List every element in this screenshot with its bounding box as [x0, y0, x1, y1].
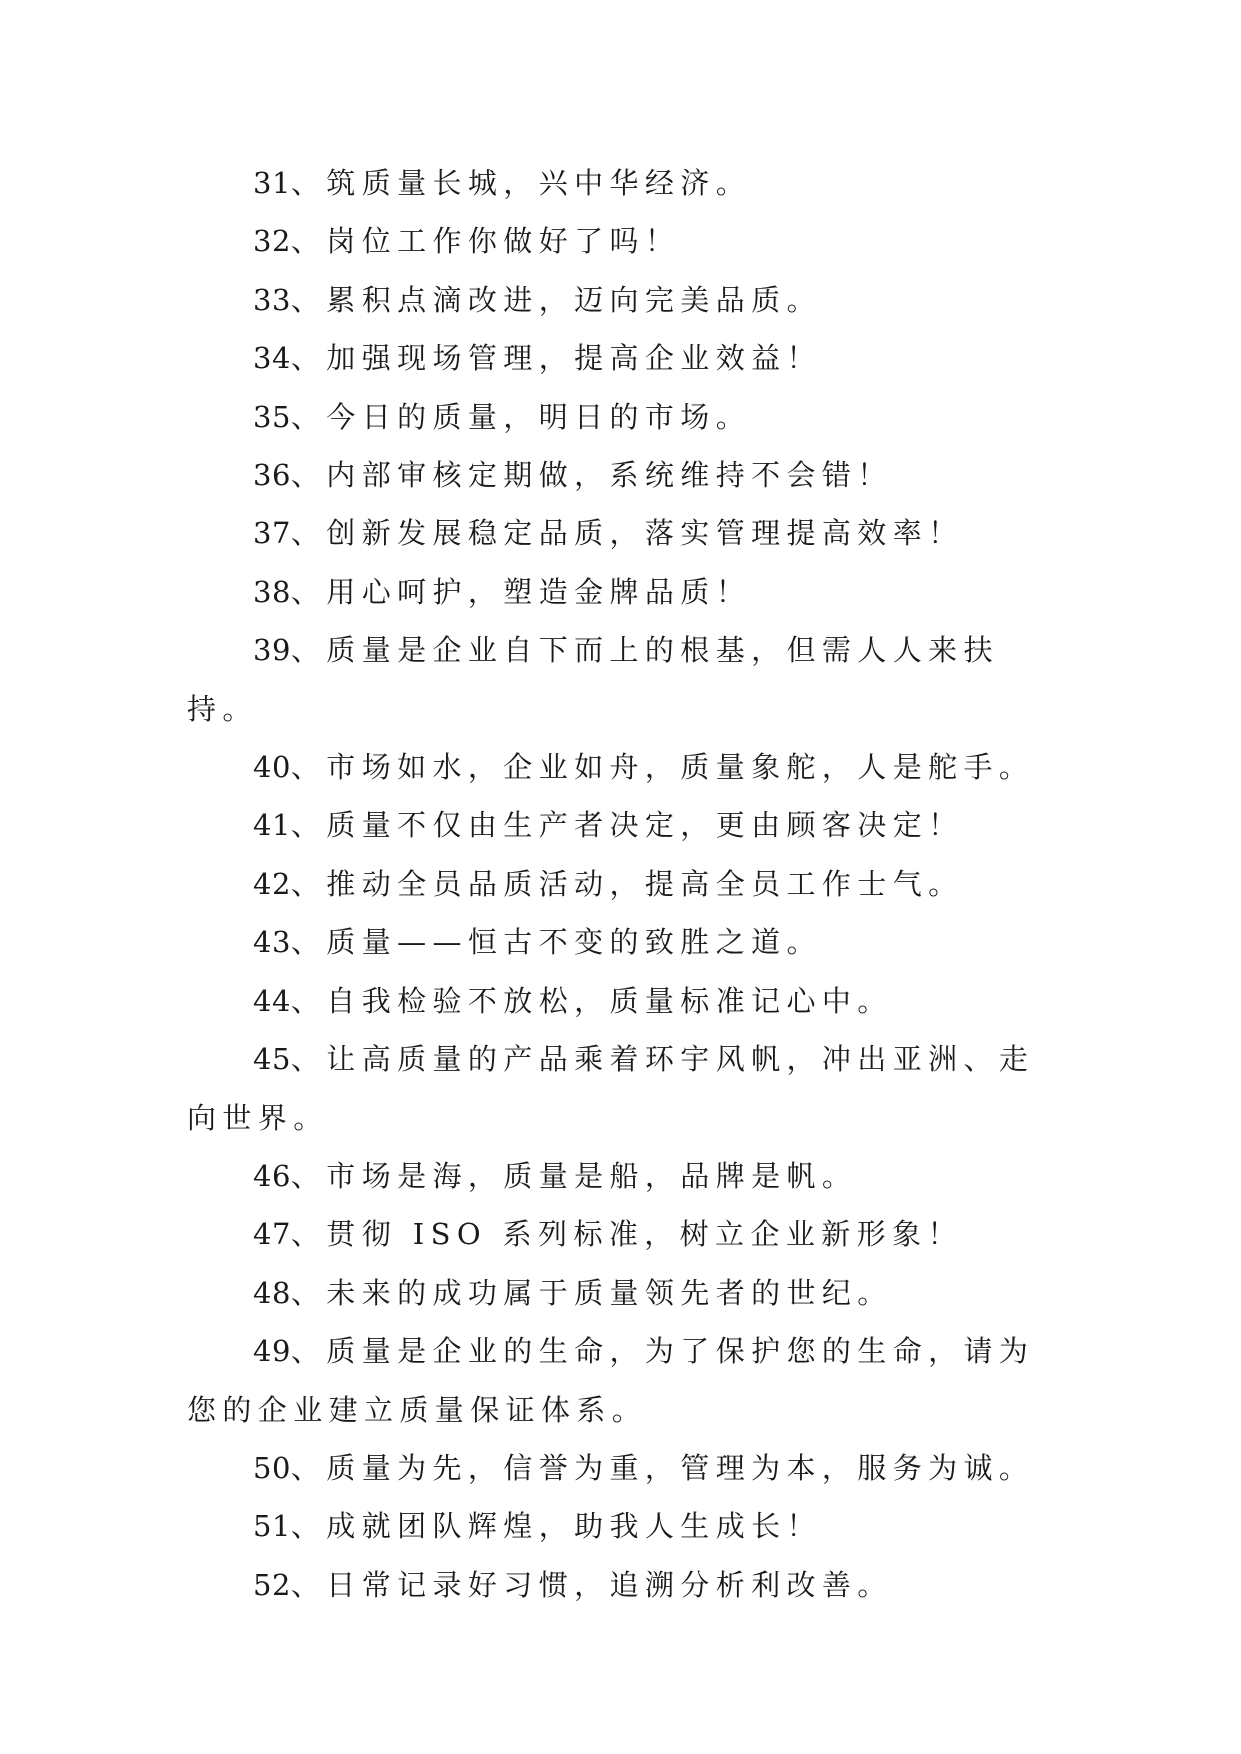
slogan-text: 、质量——恒古不变的致胜之道。 — [290, 925, 822, 960]
slogan-number: 40 — [253, 750, 291, 785]
slogan-number: 33 — [253, 282, 291, 317]
slogan-paragraph — [187, 563, 1067, 621]
slogan-number: 31 — [253, 166, 291, 200]
slogan-paragraph — [187, 1205, 1067, 1263]
slogan-number: 46 — [253, 1158, 291, 1193]
slogan-paragraph — [187, 621, 1067, 738]
document-body — [187, 154, 1067, 1614]
slogan-text: 、质量不仅由生产者决定，更由顾客决定！ — [290, 808, 964, 843]
slogan-text: 、质量为先，信誉为重，管理为本，服务为诚。 — [290, 1450, 1035, 1485]
slogan-paragraph — [187, 738, 1067, 796]
slogan-number: 39 — [253, 633, 291, 668]
slogan-text: 、质量是企业自下而上的根基，但需人人来扶持。 — [187, 633, 999, 726]
slogan-text: 、今日的质量，明日的市场。 — [290, 399, 752, 434]
slogan-text: 、市场是海，质量是船，品牌是帆。 — [290, 1158, 858, 1193]
slogan-text: 、未来的成功属于质量领先者的世纪。 — [290, 1275, 893, 1310]
slogan-paragraph — [187, 446, 1067, 504]
slogan-paragraph — [187, 1556, 1067, 1614]
slogan-number: 32 — [253, 224, 291, 259]
slogan-number: 37 — [253, 516, 291, 551]
slogan-paragraph — [187, 913, 1067, 971]
slogan-paragraph — [187, 388, 1067, 446]
slogan-text: 、加强现场管理，提高企业效益！ — [290, 341, 822, 376]
slogan-number: 49 — [253, 1334, 291, 1369]
slogan-paragraph — [187, 1264, 1067, 1322]
slogan-text: 、市场如水，企业如舟，质量象舵，人是舵手。 — [290, 750, 1035, 785]
slogan-paragraph — [187, 329, 1067, 387]
slogan-paragraph — [187, 972, 1067, 1030]
slogan-text: 、内部审核定期做，系统维持不会错！ — [290, 458, 893, 493]
slogan-number: 48 — [253, 1275, 291, 1310]
slogan-text: 、自我检验不放松，质量标准记心中。 — [290, 983, 893, 1018]
slogan-text: 、成就团队辉煌，助我人生成长！ — [290, 1509, 822, 1544]
slogan-paragraph — [187, 1030, 1067, 1147]
slogan-paragraph — [187, 504, 1067, 562]
slogan-number: 52 — [253, 1567, 291, 1602]
slogan-number: 51 — [253, 1509, 291, 1544]
slogan-number: 38 — [253, 574, 291, 609]
slogan-text: 、累积点滴改进，迈向完美品质。 — [290, 282, 822, 317]
slogan-number: 43 — [253, 925, 291, 960]
slogan-text: 、让高质量的产品乘着环宇风帆，冲出亚洲、走向世界。 — [187, 1042, 1035, 1135]
slogan-paragraph — [187, 271, 1067, 329]
slogan-paragraph — [187, 855, 1067, 913]
slogan-number: 45 — [253, 1042, 291, 1077]
slogan-number: 44 — [253, 983, 291, 1018]
slogan-paragraph — [187, 796, 1067, 854]
slogan-number: 47 — [253, 1217, 291, 1252]
slogan-text: 、日常记录好习惯，追溯分析利改善。 — [290, 1567, 893, 1602]
slogan-number: 34 — [253, 341, 291, 376]
slogan-paragraph — [187, 1439, 1067, 1497]
slogan-number: 42 — [253, 866, 291, 901]
slogan-text: 、贯彻 ISO 系列标准，树立企业新形象！ — [290, 1217, 963, 1252]
slogan-text: 、质量是企业的生命，为了保护您的生命，请为您的企业建立质量保证体系。 — [187, 1334, 1035, 1427]
slogan-paragraph — [187, 1147, 1067, 1205]
slogan-text: 、创新发展稳定品质，落实管理提高效率！ — [290, 516, 964, 551]
slogan-number: 36 — [253, 458, 291, 493]
slogan-text: 、岗位工作你做好了吗！ — [290, 224, 681, 259]
slogan-number: 50 — [253, 1450, 291, 1485]
slogan-paragraph — [187, 1497, 1067, 1555]
slogan-text: 、用心呵护，塑造金牌品质！ — [290, 574, 752, 609]
slogan-number: 35 — [253, 399, 291, 434]
slogan-text: 、推动全员品质活动，提高全员工作士气。 — [290, 866, 964, 901]
slogan-paragraph — [187, 154, 1067, 212]
slogan-paragraph — [187, 212, 1067, 270]
slogan-paragraph — [187, 1322, 1067, 1439]
slogan-number: 41 — [253, 808, 291, 843]
slogan-text: 、筑质量长城，兴中华经济。 — [290, 166, 752, 200]
